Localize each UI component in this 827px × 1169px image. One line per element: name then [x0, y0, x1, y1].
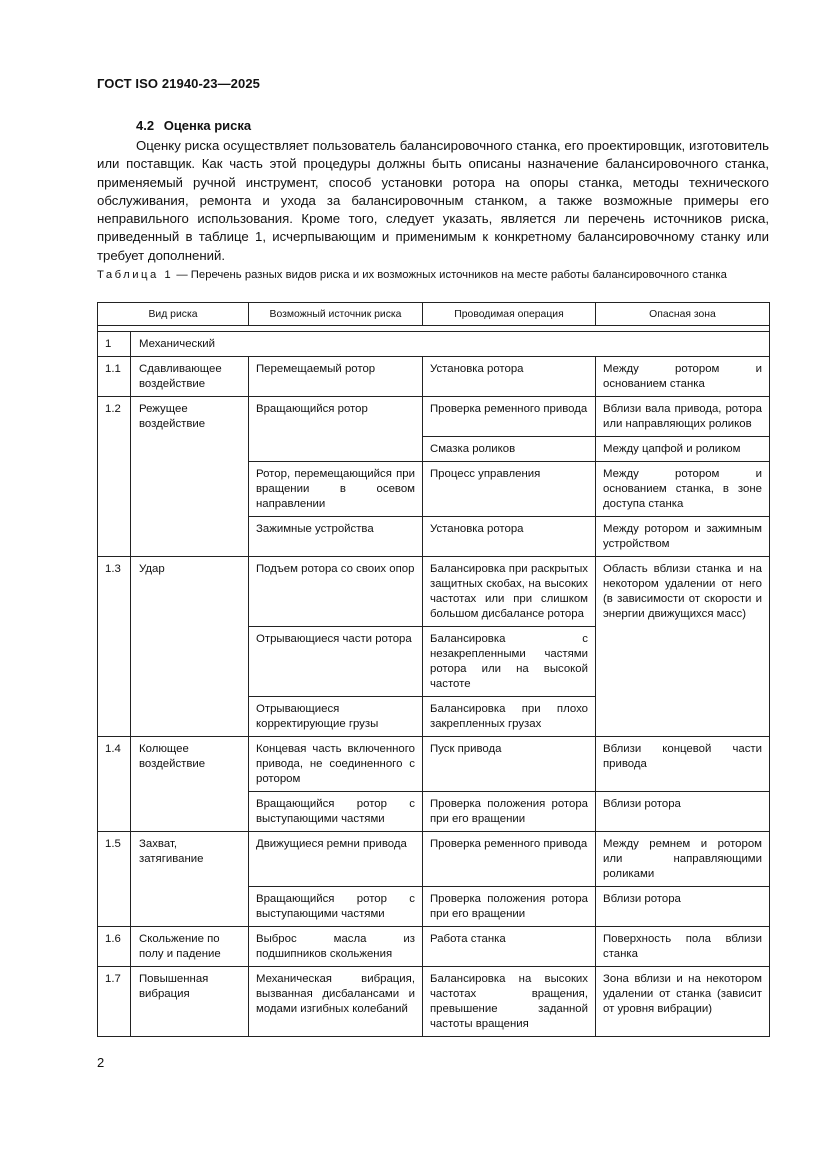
- risk-operation: Проверка положения ротора при его вращении: [423, 792, 596, 832]
- risk-source: Перемещаемый ротор: [249, 357, 423, 397]
- table-row: [98, 967, 770, 1037]
- risk-zone: Область вблизи станка и на некотором удалении от него (в зависимости от скорости и энергии движущихся масс): [596, 557, 770, 737]
- section-title: [136, 118, 251, 133]
- risk-source: Вращающийся ротор: [249, 397, 423, 462]
- row-number: 1.1: [98, 357, 131, 397]
- document-header: ГОСТ ISO 21940-23—2025: [97, 76, 260, 91]
- risk-zone: Вблизи вала привода, ротора или направляющих роликов: [596, 397, 770, 437]
- risk-source: Отрывающиеся части ротора: [249, 627, 423, 697]
- risk-operation: Проверка ременного привода: [423, 397, 596, 437]
- risk-zone: Вблизи концевой части привода: [596, 737, 770, 792]
- risk-source: Движущиеся ремни привода: [249, 832, 423, 887]
- risk-zone: Между ротором и основанием станка, в зоне доступа станка: [596, 462, 770, 517]
- group-number: 1: [98, 332, 131, 357]
- risk-zone: Между ремнем и ротором или направляющими роликами: [596, 832, 770, 887]
- risk-kind: Повышенная вибрация: [131, 967, 249, 1037]
- row-number: 1.7: [98, 967, 131, 1037]
- risk-kind: Захват, затягивание: [131, 832, 249, 927]
- risk-source: Подъем ротора со своих опор: [249, 557, 423, 627]
- risk-operation: Смазка роликов: [423, 437, 596, 462]
- risk-source: Ротор, перемещающийся при вращении в осевом направлении: [249, 462, 423, 517]
- risk-operation: Балансировка с незакрепленными частями ротора или на высокой частоте: [423, 627, 596, 697]
- risk-operation: Пуск привода: [423, 737, 596, 792]
- row-number: 1.4: [98, 737, 131, 832]
- risk-operation: Проверка положения ротора при его вращении: [423, 887, 596, 927]
- header-kind: Вид риска: [98, 303, 249, 326]
- header-operation: Проводимая операция: [423, 303, 596, 326]
- section-title-text: Оценка риска: [163, 118, 252, 133]
- risk-source: Отрывающиеся корректирующие грузы: [249, 697, 423, 737]
- risk-operation: Работа станка: [423, 927, 596, 967]
- table-row: [98, 557, 770, 627]
- header-zone: Опасная зона: [596, 303, 770, 326]
- table-row: [98, 397, 770, 437]
- risk-operation: Балансировка на высоких частотах вращения, превышение заданной частоты вращения: [423, 967, 596, 1037]
- group-label: Механический: [131, 332, 770, 357]
- risk-kind: Удар: [131, 557, 249, 737]
- risk-zone: Вблизи ротора: [596, 887, 770, 927]
- risk-zone: Между цапфой и роликом: [596, 437, 770, 462]
- risk-operation: Проверка ременного привода: [423, 832, 596, 887]
- risk-zone: Зона вблизи и на некотором удалении от станка (зависит от уровня вибрации): [596, 967, 770, 1037]
- body-paragraph: Оценку риска осуществляет пользователь балансировочного станка, его проектировщик, изготовитель или поставщик. Как часть этой процедуры должны быть описаны назначение балансировочного станка, применяемый ручной инструмент, способ установки ротора на опоры станка, методы технического обслуживания, ремонта и ухода за балансировочным станком, а также возможные примеры его неправильного использования. Кроме того, следует указать, является ли перечень источников риска, приведенный в таблице 1, исчерпывающим и применимым к конкретному балансировочному станку или требует дополнений.: [97, 138, 769, 263]
- risk-kind: Режущее воздействие: [131, 397, 249, 557]
- risk-zone: Между ротором и основанием станка: [596, 357, 770, 397]
- risk-source: Зажимные устройства: [249, 517, 423, 557]
- row-number: 1.5: [98, 832, 131, 927]
- risk-kind: Колющее воздействие: [131, 737, 249, 832]
- risk-source: Механическая вибрация, вызванная дисбалансами и модами изгибных колебаний: [249, 967, 423, 1037]
- risk-zone: Вблизи ротора: [596, 792, 770, 832]
- table-caption: [97, 268, 769, 283]
- table-caption-label: Таблица 1: [97, 269, 174, 281]
- risk-source: Выброс масла из подшипников скольжения: [249, 927, 423, 967]
- risk-operation: Установка ротора: [423, 517, 596, 557]
- risk-source: Вращающийся ротор с выступающими частями: [249, 887, 423, 927]
- table-row: [98, 737, 770, 792]
- risk-operation: Балансировка при плохо закрепленных грузах: [423, 697, 596, 737]
- table-header-row: [98, 303, 770, 326]
- risk-zone: Между ротором и зажимным устройством: [596, 517, 770, 557]
- risk-source: Вращающийся ротор с выступающими частями: [249, 792, 423, 832]
- table-caption-text: — Перечень разных видов риска и их возможных источников на месте работы балансировочного станка: [173, 269, 727, 281]
- row-number: 1.3: [98, 557, 131, 737]
- header-source: Возможный источник риска: [249, 303, 423, 326]
- group-row: [98, 332, 770, 357]
- row-number: 1.2: [98, 397, 131, 557]
- table-row: [98, 357, 770, 397]
- table-row: [98, 927, 770, 967]
- page-number: 2: [97, 1055, 105, 1070]
- risk-operation: Установка ротора: [423, 357, 596, 397]
- section-number: 4.2: [136, 118, 155, 133]
- risk-source: Концевая часть включенного привода, не соединенного с ротором: [249, 737, 423, 792]
- row-number: 1.6: [98, 927, 131, 967]
- risk-kind: Скольжение по полу и падение: [131, 927, 249, 967]
- risk-kind: Сдавливающее воздействие: [131, 357, 249, 397]
- table-row: [98, 832, 770, 887]
- risk-operation: Процесс управления: [423, 462, 596, 517]
- risk-zone: Поверхность пола вблизи станка: [596, 927, 770, 967]
- risk-operation: Балансировка при раскрытых защитных скобах, на высоких частотах или при слишком большом дисбалансе ротора: [423, 557, 596, 627]
- risk-table: [97, 302, 770, 1037]
